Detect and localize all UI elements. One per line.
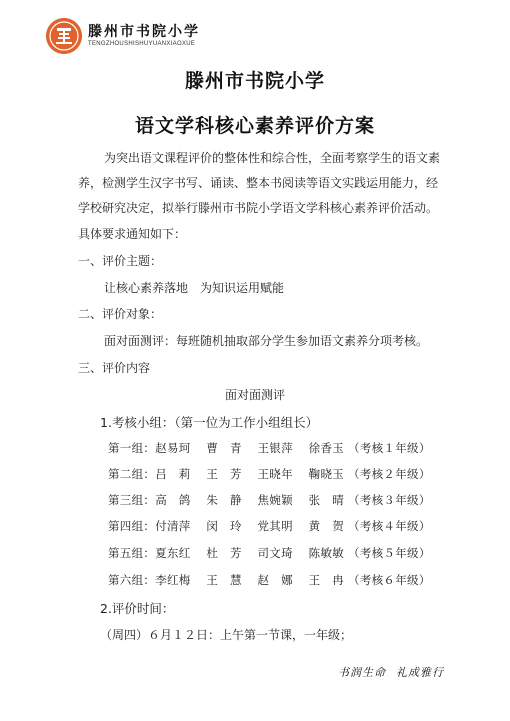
time-line: （周四）６月１２日：上午第一节课，一年级； <box>100 628 353 642</box>
evaluation-subtitle: 面对面测评 <box>224 388 285 402</box>
logo-school-name: 滕州市书院小学 <box>88 24 200 40</box>
group-row: 第四组：付清萍 闵 玲 党其明 黄 贺 （考核４年级） <box>108 519 431 533</box>
group-row: 第一组：赵易珂 曹 青 王银萍 徐香玉 （考核１年级） <box>108 441 431 455</box>
logo-school-pinyin: TENGZHOUSHISHUYUANXIAOXUE <box>88 41 196 47</box>
group-row: 第五组：夏东红 杜 芳 司文琦 陈敏敏 （考核５年级） <box>108 546 431 560</box>
section-heading-content: 三、评价内容 <box>78 361 151 375</box>
group-row: 第三组：高 鸽 朱 静 焦婉颖 张 晴 （考核３年级） <box>108 493 431 507</box>
school-logo <box>46 18 200 54</box>
motto-right: 礼成雅行 <box>396 666 444 679</box>
group-row: 第六组：李红梅 王 慧 赵 娜 王 冉 （考核６年级） <box>108 573 431 587</box>
motto-left: 书润生命 <box>338 666 386 679</box>
school-motto <box>338 664 444 680</box>
school-title: 滕州市书院小学 <box>184 70 325 92</box>
intro-line: 具体要求通知如下： <box>78 227 187 241</box>
plan-title: 语文学科核心素养评价方案 <box>134 115 375 137</box>
time-heading: 2.评价时间： <box>100 601 175 616</box>
theme-content: 让核心素养落地 为知识运用赋能 <box>104 281 285 295</box>
intro-line: 养，检测学生汉字书写、诵读、整本书阅读等语文实践运用能力，经 <box>78 176 439 190</box>
section-heading-theme: 一、评价主题： <box>78 254 163 268</box>
intro-line: 为突出语文课程评价的整体性和综合性，全面考察学生的语文素 <box>104 151 441 165</box>
target-content: 面对面测评：每班随机抽取部分学生参加语文素养分项考核。 <box>104 334 429 348</box>
groups-heading: 1.考核小组：（第一位为工作小组组长） <box>100 415 319 430</box>
logo-text <box>88 24 200 48</box>
intro-line: 学校研究决定，拟举行滕州市书院小学语文学科核心素养评价活动。 <box>78 201 439 215</box>
school-emblem-icon <box>46 18 82 54</box>
group-row: 第二组：吕 莉 王 芳 王晓年 鞠晓玉 （考核２年级） <box>108 467 431 481</box>
section-heading-target: 二、评价对象： <box>78 307 163 321</box>
